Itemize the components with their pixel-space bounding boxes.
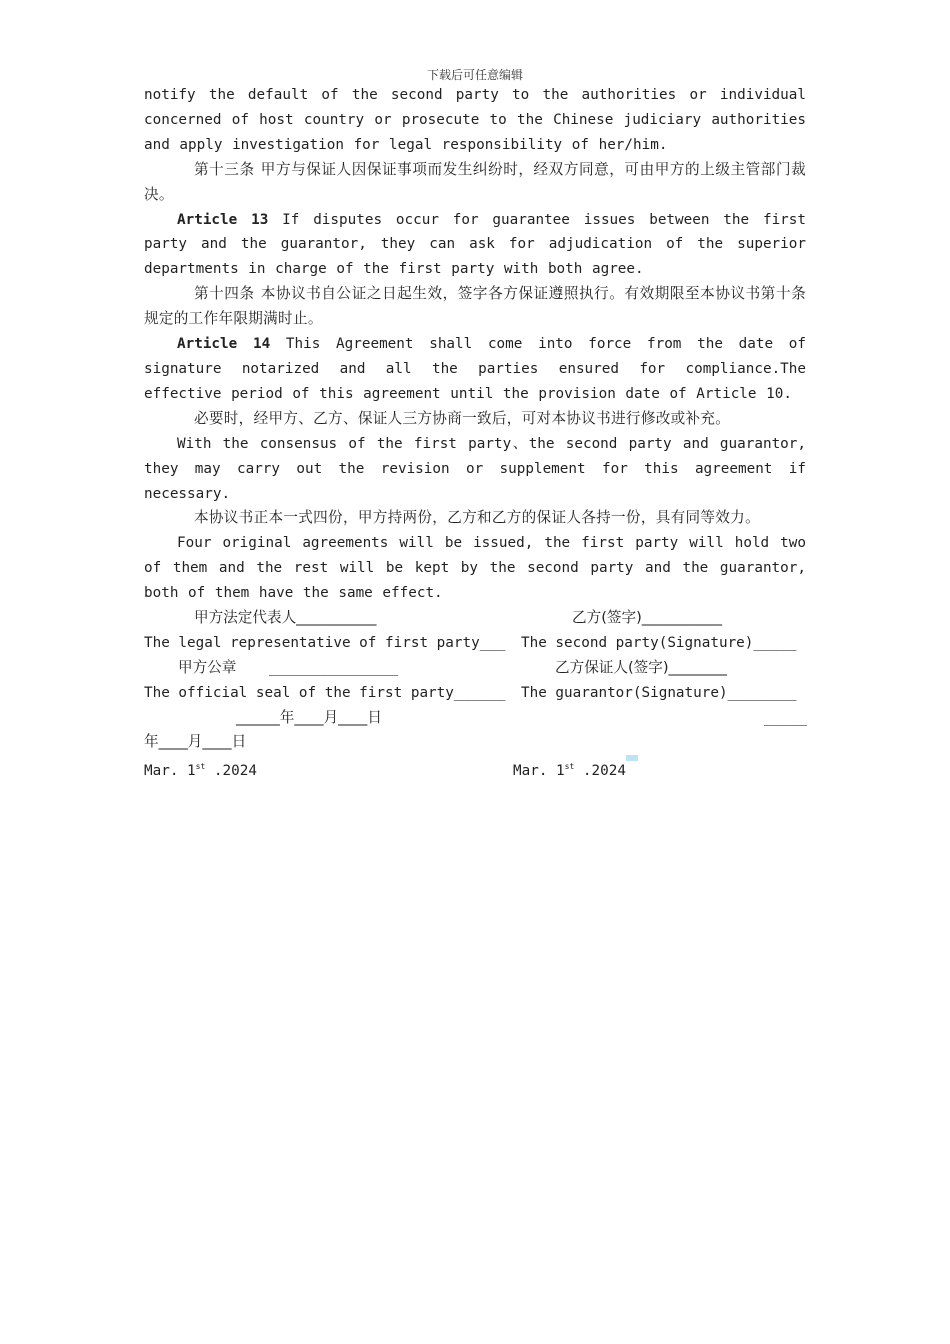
guarantor-signature-en: The guarantor(Signature)________ [521,684,797,701]
page-header: 下载后可任意编辑 [426,68,523,82]
date-cn-right-line: _____ [764,709,808,726]
first-party-seal-en: The official seal of the first party______ [144,684,506,701]
copies-en: Four original agreements will be issued, the first party will hold two of them and the rest will be kept by the second party and the guarantor, both of them have the same effect. [144,535,806,602]
date-en-left [144,755,257,784]
date-en-right-year: .2024 [574,763,626,780]
document-body [144,83,806,780]
signature-row-en-1 [144,631,806,656]
article-14-text: This Agreement shall come into force from the date of signature notarized and all the parties ensured for compliance.The effective period of this agreement until the provision date of Article 10. [144,336,806,402]
revision-en: With the consensus of the first party、the second party and guarantor, they may carry out the revision or supplement for this agreement if necessary. [144,435,806,502]
date-row-cn [144,706,806,731]
text-cursor-highlight [626,755,638,761]
date-cn-right-wrap: 年____月____日 [144,733,247,751]
date-cn-left: ______年____月____日 [236,708,382,726]
signature-row-cn-1 [144,606,806,631]
date-en-left-year: .2024 [205,763,257,780]
article-14-cn: 第十四条 本协议书自公证之日起生效，签字各方保证遵照执行。有效期限至本协议书第十条规定的工作年限期满时止。 [144,285,806,328]
article-13-text: If disputes occur for guarantee issues between the first party and the guarantor, they can ask for adjudication of the superior departments in charge of the first party with both agree. [144,211,807,278]
date-row-en [144,755,806,780]
date-en-right [513,755,626,784]
second-party-signature-en: The second party(Signature)_____ [521,634,797,651]
first-party-seal-line: _______________ [269,659,399,676]
date-en-left-day: Mar. 1 [144,763,196,780]
article-13-en [144,208,806,283]
date-en-left-suffix: st [195,762,206,772]
first-party-representative-cn: 甲方法定代表人___________ [194,609,377,627]
first-party-seal-cn: 甲方公章 [178,658,237,676]
date-row-cn-wrap [144,730,806,755]
guarantor-signature-cn: 乙方保证人(签字)________ [555,658,727,676]
second-party-signature-cn: 乙方(签字)___________ [572,609,723,627]
paragraph-continuation: notify the default of the second party to the authorities or individual concerned of host country or prosecute to the Chinese judiciary authorities and apply investigation for legal responsibility of her/him. [144,87,806,153]
copies-cn: 本协议书正本一式四份，甲方持两份，乙方和乙方的保证人各持一份，具有同等效力。 [194,509,760,527]
article-14-en [144,332,806,407]
article-13-heading: Article 13 [177,211,269,228]
article-14-heading: Article 14 [177,336,271,353]
revision-cn: 必要时，经甲方、乙方、保证人三方协商一致后，可对本协议书进行修改或补充。 [194,409,731,427]
date-en-right-suffix: st [564,762,575,772]
first-party-representative-en: The legal representative of first party___ [144,634,506,651]
signature-row-en-2 [144,681,806,706]
article-13-cn: 第十三条 甲方与保证人因保证事项而发生纠纷时，经双方同意，可由甲方的上级主管部门裁决。 [144,160,806,203]
signature-row-cn-2 [144,656,806,681]
date-en-right-day: Mar. 1 [513,763,565,780]
